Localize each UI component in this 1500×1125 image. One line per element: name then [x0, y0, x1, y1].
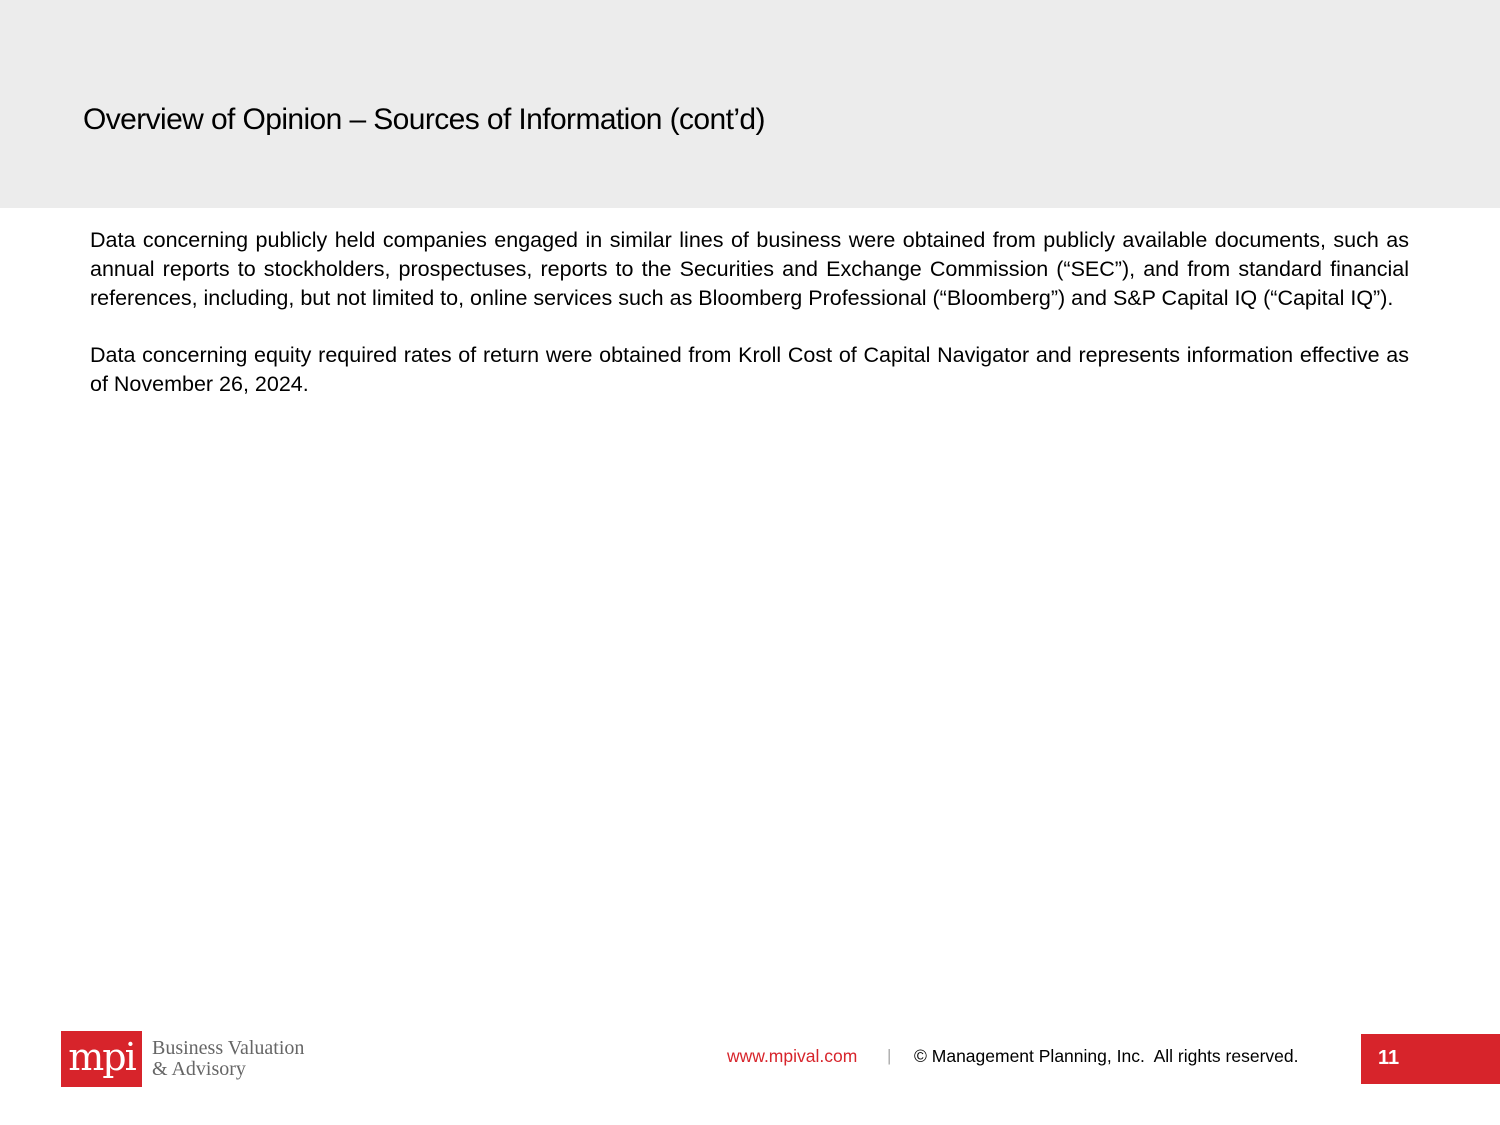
logo-line-1: Business Valuation: [152, 1037, 305, 1059]
logo-tagline: [152, 1038, 304, 1080]
paragraph-equity-returns: Data concerning equity required rates of return were obtained from Kroll Cost of Capital Navigator and represents information effective as of November 26, 2024.: [90, 343, 1409, 396]
footer-divider: |: [887, 1046, 892, 1065]
logo-mark: [61, 1031, 142, 1087]
company-logo: [61, 1031, 311, 1087]
logo-line-2: & Advisory: [152, 1058, 246, 1080]
footer-website-link[interactable]: www.mpival.com: [727, 1046, 858, 1066]
logo-mark-text: mpi: [68, 1035, 135, 1079]
page-number-badge: [1361, 1034, 1500, 1084]
paragraph-sources: Data concerning publicly held companies engaged in similar lines of business were obtained from publicly available documents, such as annual reports to stockholders, prospectuses, reports to the Securities and Exchange Commission (“SEC”), and from standard financial references, including, but not limited to, online services such as Bloomberg Professional (“Bloomberg”) and S&P Capital IQ (“Capital IQ”).: [90, 228, 1409, 310]
footer-copyright: © Management Planning, Inc. All rights reserved.: [914, 1046, 1299, 1066]
page-number: 11: [1378, 1047, 1400, 1069]
body-text: [90, 226, 1409, 427]
slide-title: Overview of Opinion – Sources of Information (cont’d): [83, 103, 765, 136]
